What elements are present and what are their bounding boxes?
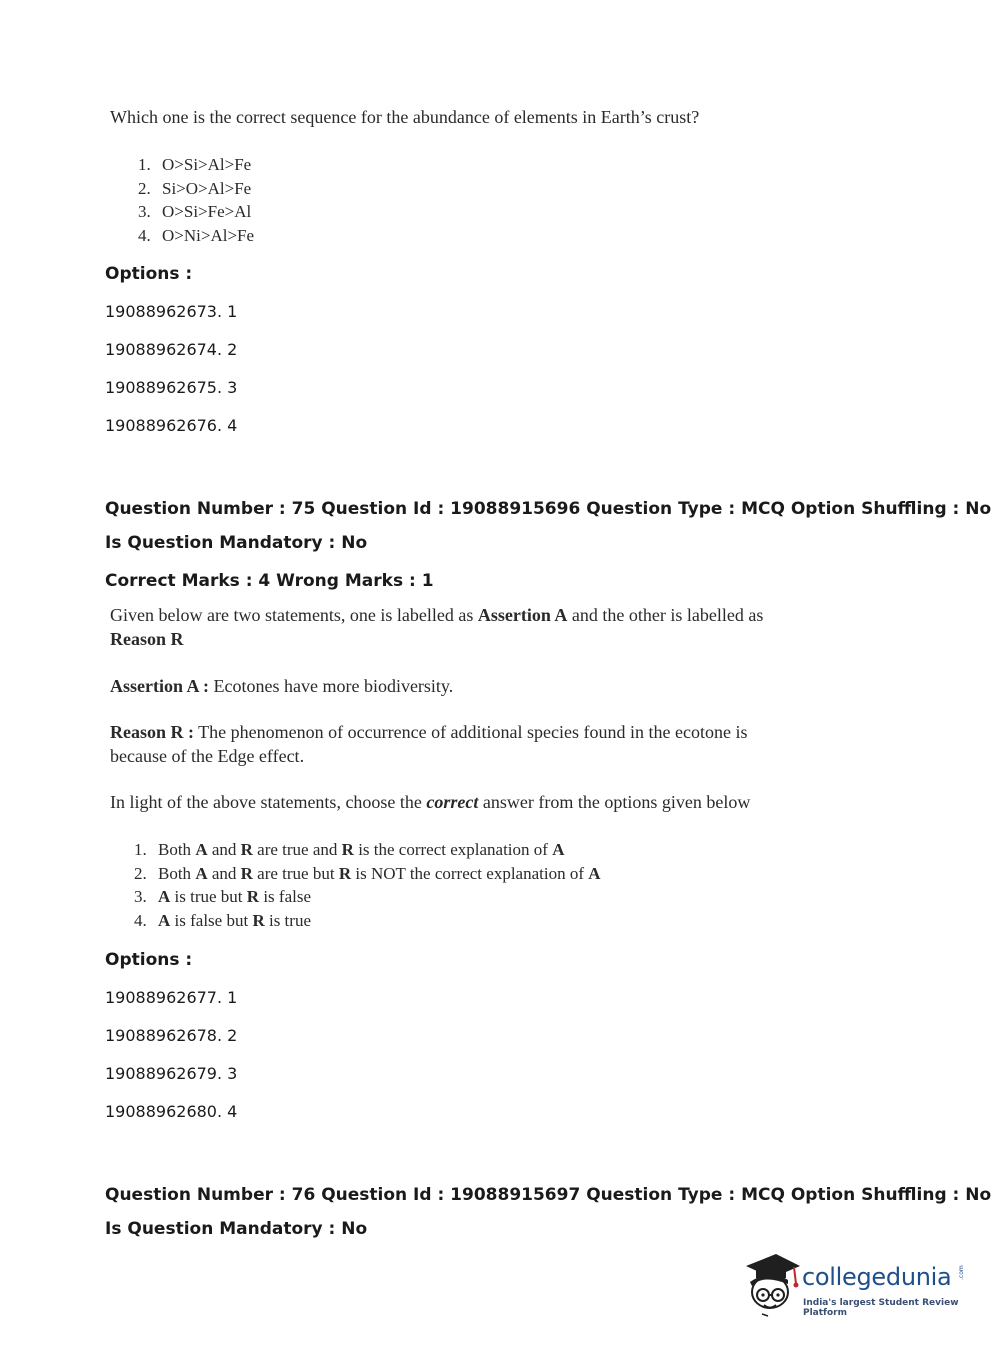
collegedunia-logo[interactable] (742, 1250, 972, 1320)
list-item: 4. A is false but R is true (134, 910, 311, 930)
assertion-intro: Given below are two statements, one is labelled as Assertion A and the other is labelled as Reason R (110, 605, 764, 649)
list-item: 1. O>Si>Al>Fe (138, 155, 252, 174)
option-item: 19088962677. 1 (105, 988, 238, 1007)
options-heading: Options : (105, 264, 193, 284)
question-meta: Question Number : 75 Question Id : 19088915696 Question Type : MCQ Option Shuffling : No (105, 499, 992, 519)
option-item: 19088962679. 3 (105, 1064, 238, 1083)
logo-tagline: India's largest Student Review Platform (803, 1298, 959, 1318)
question-marks: Correct Marks : 4 Wrong Marks : 1 (105, 571, 434, 591)
list-item: 3. O>Si>Fe>Al (138, 202, 252, 221)
option-item: 19088962676. 4 (105, 416, 238, 435)
logo-com: .com (958, 1265, 965, 1280)
option-item: 19088962673. 1 (105, 302, 238, 321)
mascot-icon (742, 1250, 802, 1318)
question-mandatory: Is Question Mandatory : No (105, 533, 368, 553)
question-74-stem: Which one is the correct sequence for the abundance of elements in Earth’s crust? (110, 107, 700, 127)
logo-wordmark: collegedunia (802, 1263, 952, 1291)
option-item: 19088962674. 2 (105, 340, 238, 359)
assertion-statement: Assertion A : Ecotones have more biodiversity. (110, 676, 454, 696)
option-item: 19088962678. 2 (105, 1026, 238, 1045)
option-item: 19088962675. 3 (105, 378, 238, 397)
options-heading: Options : (105, 950, 193, 970)
question-75-choices (134, 838, 601, 932)
question-mandatory: Is Question Mandatory : No (105, 1219, 368, 1239)
question-74-choices (138, 153, 254, 247)
list-item: 3. A is true but R is false (134, 887, 311, 906)
list-item: 2. Both A and R are true but R is NOT the correct explanation of A (134, 863, 601, 883)
list-item: 4. O>Ni>Al>Fe (138, 225, 255, 245)
list-item: 1. Both A and R are true and R is the correct explanation of A (134, 840, 565, 859)
question-meta: Question Number : 76 Question Id : 19088915697 Question Type : MCQ Option Shuffling : No (105, 1185, 992, 1205)
reason-statement: Reason R : The phenomenon of occurrence of additional species found in the ecotone is because of the Edge effect. (110, 722, 748, 766)
question-instruction: In light of the above statements, choose the correct answer from the options given below (110, 792, 751, 812)
option-item: 19088962680. 4 (105, 1102, 238, 1121)
list-item: 2. Si>O>Al>Fe (138, 178, 252, 198)
